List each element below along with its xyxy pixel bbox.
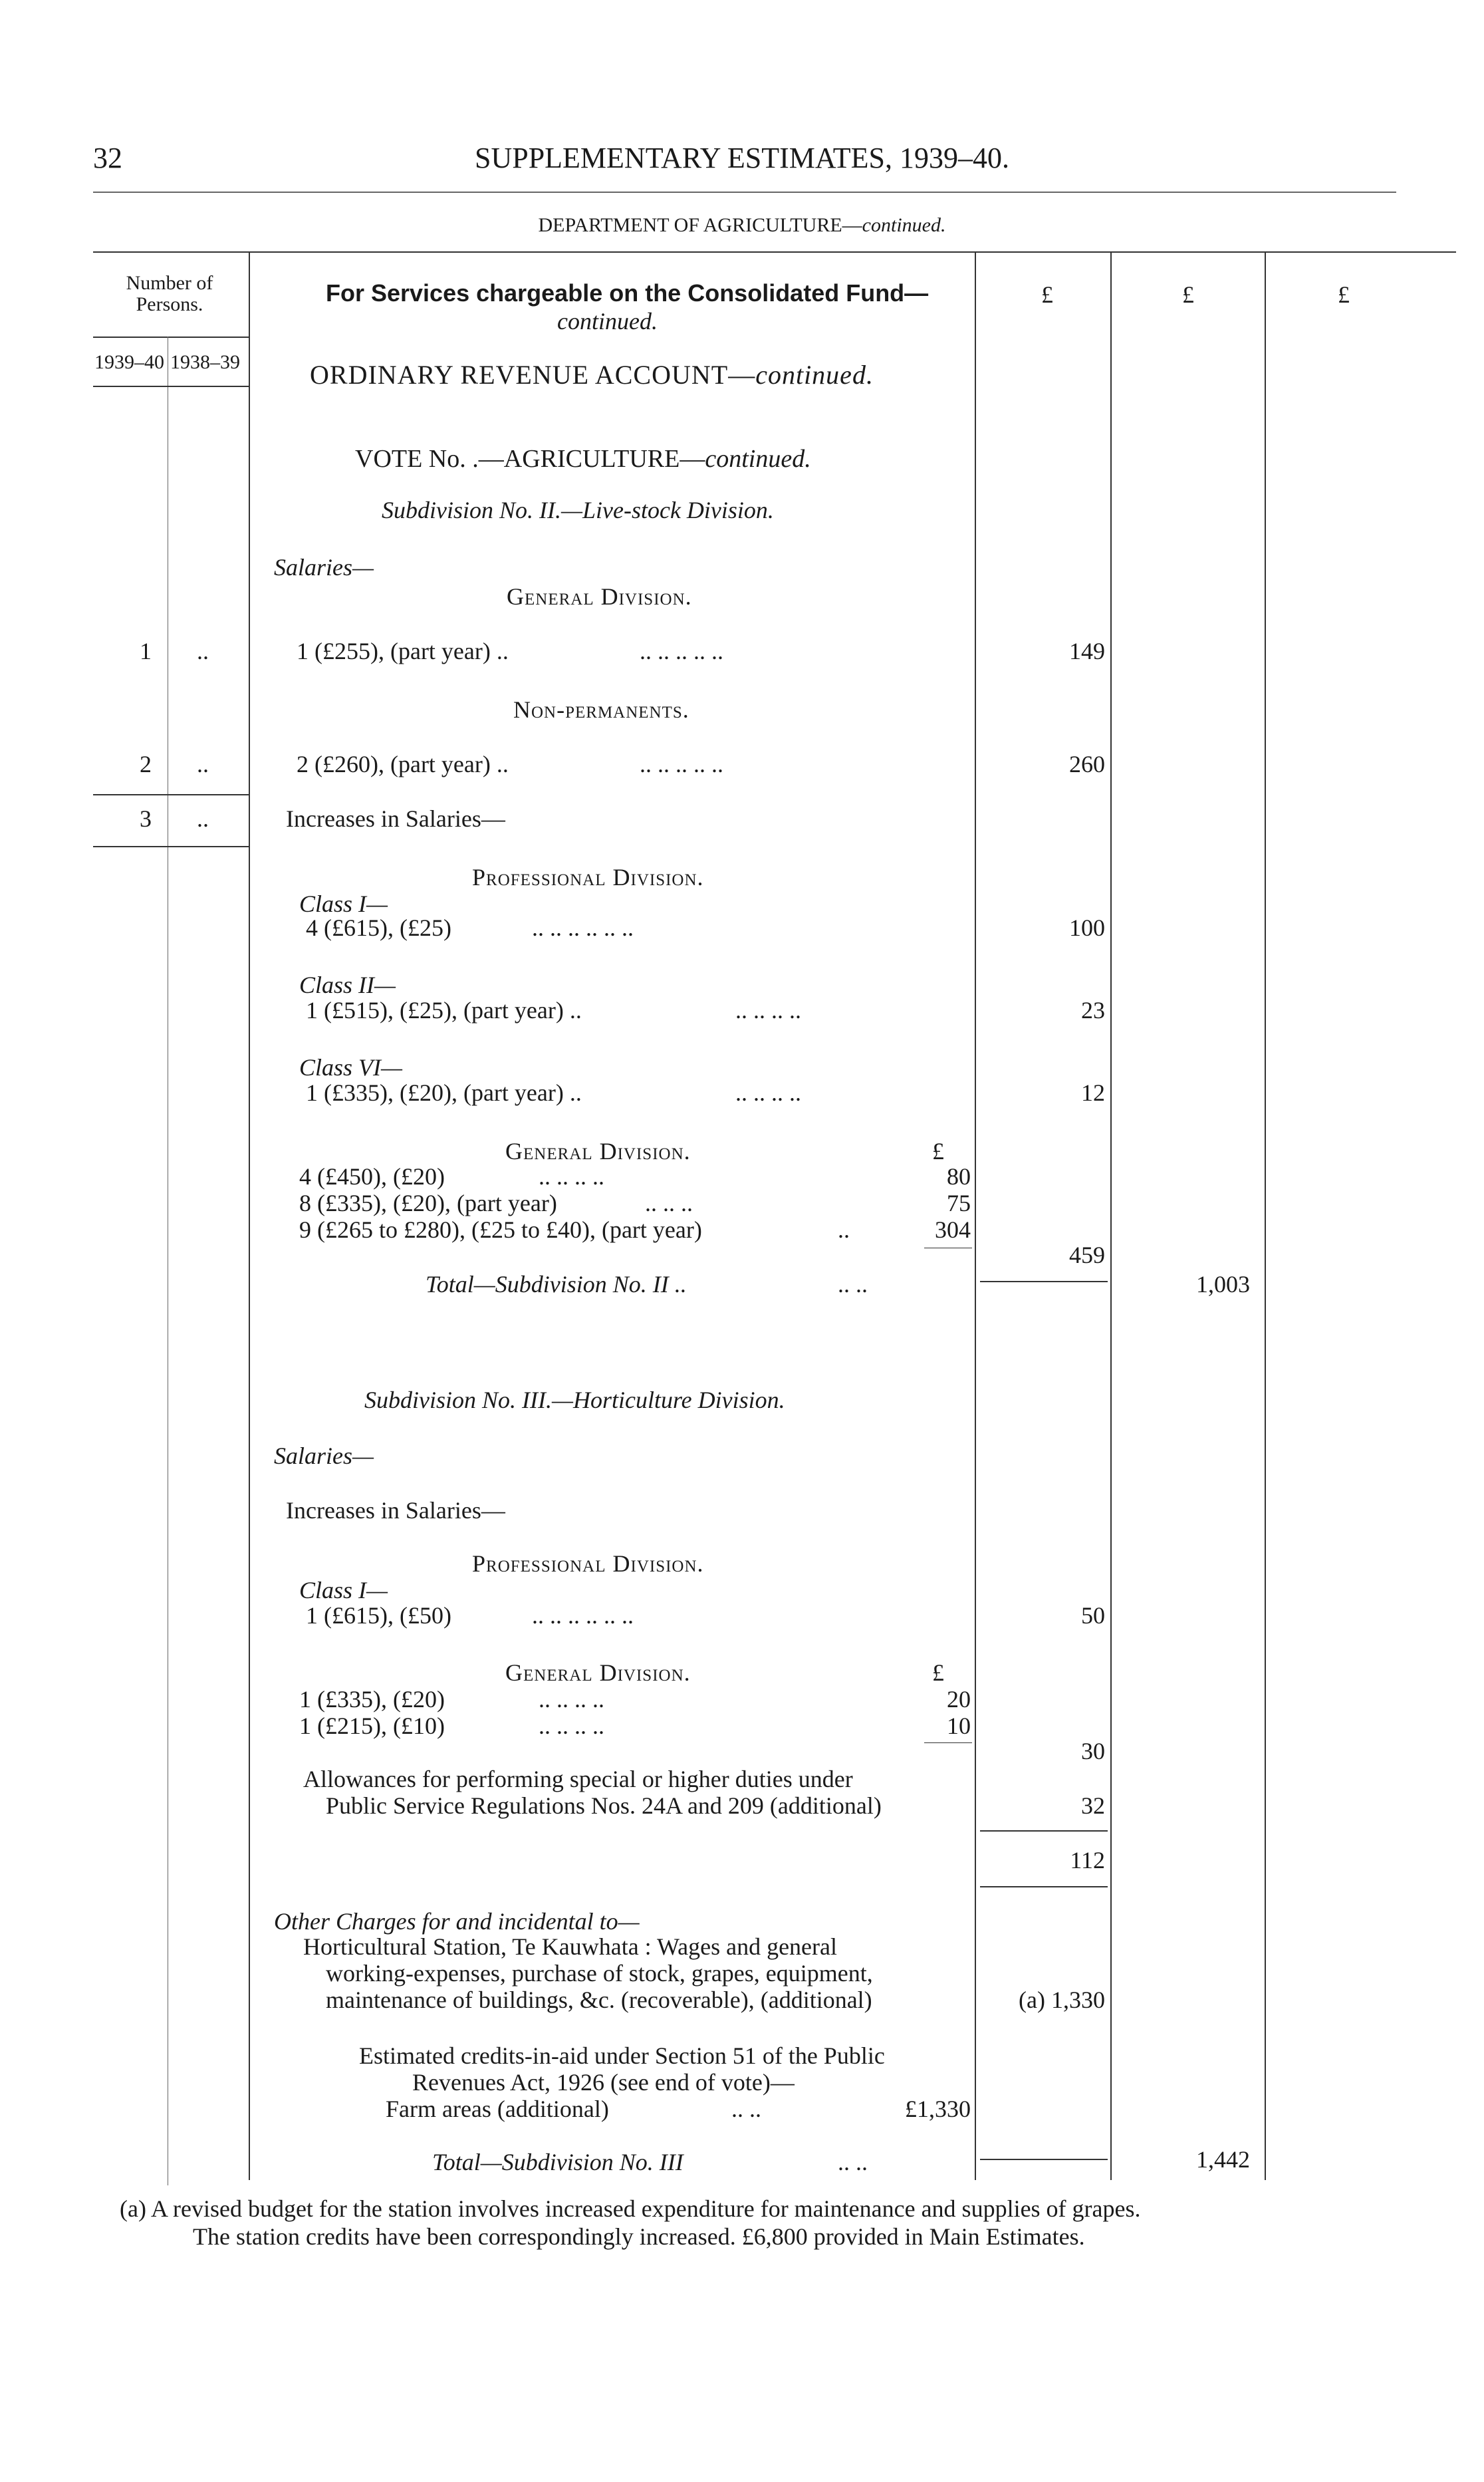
sub3-class1-label: Class I— [299,1577,388,1603]
subdivision-2-title: Subdivision No. II.—Live-stock Division. [382,497,774,523]
sub3-total-leaders: .. .. [838,2149,868,2175]
gd-row-3-leaders: .. [838,1216,850,1243]
sub3-gd-row-2-amount: 10 [947,1713,971,1739]
vote-label: VOTE No. .—AGRICULTURE— [355,445,705,473]
credits-amount: £1,330 [905,2096,971,2122]
row3-description: Increases in Salaries— [286,805,505,832]
department-heading [0,214,1484,237]
row2-amount: 260 [1069,751,1105,777]
other-charges-label: Other Charges for and incidental to— [274,1908,640,1935]
row3-persons-1939: 3 [140,805,152,832]
class2-description: 1 (£515), (£25), (part year) .. [306,997,582,1024]
sub3-class1-leaders: .. .. .. .. .. .. [532,1602,634,1629]
sub3-salaries-total: 112 [1070,1847,1105,1873]
credits-leaders: .. .. [731,2096,761,2122]
sub2-gd-pound: £ [932,1138,944,1165]
sub2-general-division-2: General Division. [505,1138,691,1165]
row3-persons-1938: .. [197,805,209,832]
class6-amount: 12 [1081,1079,1105,1106]
row2-persons-1938: .. [197,751,209,777]
sub3-gd-row-1-leaders: .. .. .. .. [539,1686,604,1713]
sub3-gd-row-2-description: 1 (£215), (£10) [299,1713,445,1739]
station-line-3: maintenance of buildings, &c. (recoverable), (additional) [326,1987,872,2013]
sub2-total-label: Total—Subdivision No. II .. [426,1271,687,1298]
page-title: SUPPLEMENTARY ESTIMATES, 1939–40. [474,142,1010,174]
gd-row-2-amount: 75 [947,1190,971,1216]
class1-leaders: .. .. .. .. .. .. [532,914,634,941]
class6-description: 1 (£335), (£20), (part year) .. [306,1079,582,1106]
row2-persons-1939: 2 [140,751,152,777]
sub2-general-division: General Division. [507,583,692,610]
sub3-class1-description: 1 (£615), (£50) [306,1602,451,1629]
station-amount: (a) 1,330 [1019,1987,1105,2013]
station-line-2: working-expenses, purchase of stock, grapes, equipment, [326,1960,873,1987]
row1-description: 1 (£255), (part year) .. [297,638,509,664]
account-heading [310,359,874,390]
sub3-increases-label: Increases in Salaries— [286,1497,505,1524]
sub2-total-leaders: .. .. [838,1271,868,1298]
footnote-line-1: (a) A revised budget for the station involves increased expenditure for maintenance and supplies of grapes. [120,2195,1141,2222]
gd-row-3-amount: 304 [935,1216,971,1243]
page-number: 32 [93,142,122,174]
row1-leaders: .. .. .. .. .. [640,638,723,664]
vote-heading [355,444,811,474]
class1-amount: 100 [1069,914,1105,941]
number-of-persons-header: Number of Persons. [126,272,213,315]
class2-leaders: .. .. .. .. [735,997,801,1024]
pound-column-3: £ [1338,281,1350,308]
services-heading-continued: continued. [557,308,658,335]
allowances-amount: 32 [1081,1792,1105,1819]
sub3-general-division: General Division. [505,1659,691,1686]
footnote-line-2: The station credits have been correspondingly increased. £6,800 provided in Main Estimates. [193,2223,1085,2250]
sub2-gd-total: 459 [1069,1242,1105,1268]
sub3-gd-row-1-amount: 20 [947,1686,971,1713]
row1-persons-1939: 1 [140,638,152,664]
vote-suffix: continued. [705,445,811,473]
subdivision-3-title: Subdivision No. III.—Horticulture Division. [364,1387,785,1413]
sub3-professional-division: Professional Division. [472,1550,704,1577]
year-1938-39-header: 1938–39 [170,351,240,373]
allowances-line-2: Public Service Regulations Nos. 24A and 209 (additional) [326,1792,882,1819]
class2-label: Class II— [299,972,396,998]
gd-row-1-amount: 80 [947,1163,971,1190]
department-name: DEPARTMENT OF AGRICULTURE— [538,214,862,236]
sub3-salaries-label: Salaries— [274,1443,374,1469]
gd-row-1-description: 4 (£450), (£20) [299,1163,445,1190]
sub2-salaries-label: Salaries— [274,554,374,581]
pound-column-2: £ [1182,281,1194,308]
credits-line-2: Revenues Act, 1926 (see end of vote)— [412,2069,795,2096]
class6-label: Class VI— [299,1054,403,1081]
credits-line-3: Farm areas (additional) [386,2096,609,2122]
pound-column-1: £ [1041,281,1053,308]
row1-amount: 149 [1069,638,1105,664]
sub3-class1-amount: 50 [1081,1602,1105,1629]
row2-leaders: .. .. .. .. .. [640,751,723,777]
account-label: ORDINARY REVENUE ACCOUNT— [310,360,756,390]
gd-row-2-description: 8 (£335), (£20), (part year) [299,1190,557,1216]
department-suffix: continued. [862,214,946,236]
services-heading: For Services chargeable on the Consolidated Fund— [326,279,929,307]
gd-row-3-description: 9 (£265 to £280), (£25 to £40), (part year) [299,1216,702,1243]
sub3-total: 1,442 [1196,2146,1250,2173]
sub3-gd-pound: £ [932,1659,944,1686]
account-suffix: continued. [755,360,874,390]
credits-line-1: Estimated credits-in-aid under Section 51 of the Public [359,2042,885,2069]
sub3-total-label: Total—Subdivision No. III [432,2149,683,2175]
row2-description: 2 (£260), (part year) .. [297,751,509,777]
sub3-gd-row-1-description: 1 (£335), (£20) [299,1686,445,1713]
class2-amount: 23 [1081,997,1105,1024]
sub2-professional-division: Professional Division. [472,864,704,891]
row1-persons-1938: .. [197,638,209,664]
sub2-total: 1,003 [1196,1271,1250,1298]
sub3-gd-row-2-leaders: .. .. .. .. [539,1713,604,1739]
sub2-non-permanents: Non-permanents. [513,696,689,723]
year-1939-40-header: 1939–40 [94,351,164,373]
sub3-gd-total: 30 [1081,1738,1105,1764]
class1-label: Class I— [299,891,388,917]
class1-description: 4 (£615), (£25) [306,914,451,941]
station-line-1: Horticultural Station, Te Kauwhata : Wages and general [303,1933,838,1960]
gd-row-2-leaders: .. .. .. [645,1190,693,1216]
allowances-line-1: Allowances for performing special or higher duties under [303,1766,853,1792]
gd-row-1-leaders: .. .. .. .. [539,1163,604,1190]
class6-leaders: .. .. .. .. [735,1079,801,1106]
